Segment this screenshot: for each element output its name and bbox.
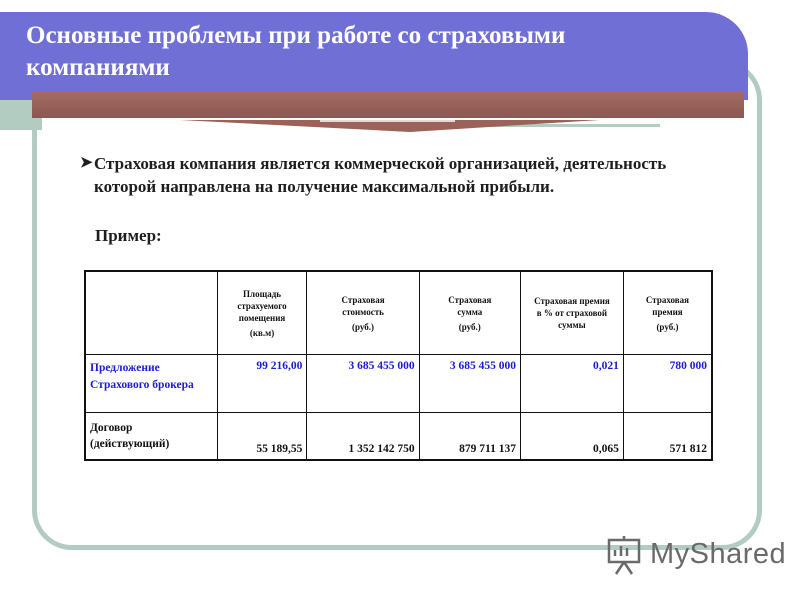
table-cell: 1 352 142 750 [307,413,419,461]
table-row [85,355,712,413]
slide-title [26,20,716,84]
table-cell: 99 216,00 [217,355,307,413]
insurance-comparison-table [84,270,713,461]
arrow-bullet-icon: ➤ [80,155,93,171]
logo-text: MyShared [650,538,787,570]
table-cell: 0,021 [520,355,623,413]
header-text: Страховая сумма [448,294,492,317]
presentation-board-icon [606,536,644,576]
table-header-cell [623,271,712,355]
table-header-cell [419,271,520,355]
row-label: Договор (действующий) [85,413,217,461]
table-cell: 0,065 [520,413,623,461]
table-row [85,413,712,461]
table-cell: 571 812 [623,413,712,461]
example-label: Пример: [95,226,162,245]
decor-stripe [0,108,32,111]
decor-stripe [0,118,32,121]
header-shadow-band [32,92,744,118]
table-header-cell [85,271,217,355]
table-header-row [85,271,712,355]
slide-title-line-2: компаниями [26,54,170,81]
header-text: Страховая премия [645,294,689,317]
header-unit: (кв.м) [249,327,275,338]
slide-title-line-1: Основные проблемы при работе со страховыми [26,22,566,49]
table-cell: 55 189,55 [217,413,307,461]
table-header-cell [307,271,419,355]
table-cell: 3 685 455 000 [419,355,520,413]
arrow-decor [180,118,600,132]
row-label: Предложение Страхового брокера [85,355,217,413]
table-header-cell [520,271,623,355]
header-text: Страховая стоимость [341,294,385,317]
table-cell: 3 685 455 000 [307,355,419,413]
table-cell: 879 711 137 [419,413,520,461]
table-header-cell [217,271,307,355]
header-unit: (руб.) [352,321,375,332]
header-unit: (руб.) [458,321,481,332]
bullet-point [80,152,714,198]
header-text: Площадь страхуемого помещения [237,288,287,323]
header-unit: (руб.) [656,321,679,332]
bullet-text: Страховая компания является коммерческой организацией, деятельность которой направлена на получение максимальной прибыли. [94,154,667,196]
table-cell: 780 000 [623,355,712,413]
header-text: Страховая премия в % от страховой суммы [534,296,610,330]
